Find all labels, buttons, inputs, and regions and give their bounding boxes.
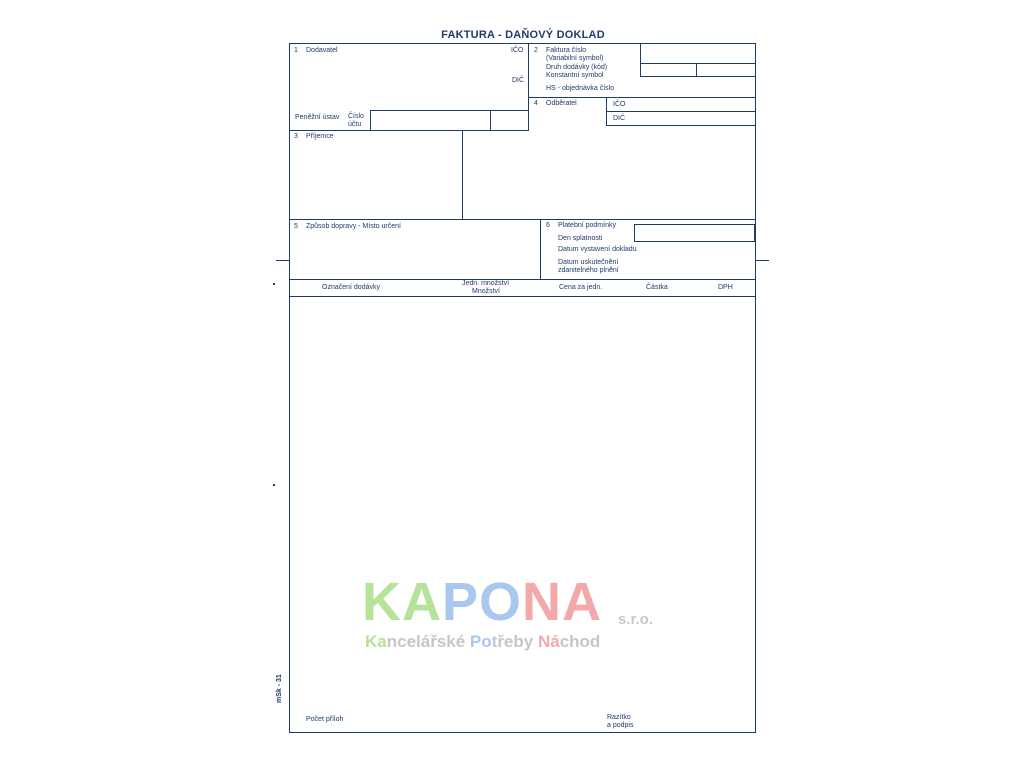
col-unit-price: Cena za jedn.	[559, 284, 603, 291]
s5-s6-divider	[540, 219, 541, 279]
wm-tag-part: Ka	[365, 632, 387, 651]
wm-letter: O	[479, 572, 523, 632]
watermark-logo	[362, 572, 602, 632]
s1-account-label-2: účtu	[348, 121, 362, 128]
s6-taxable-date-1: Datum uskutečnění	[558, 259, 619, 266]
wm-letter: K	[362, 572, 402, 632]
s5-top-line	[289, 219, 756, 220]
watermark-sro: s.r.o.	[618, 611, 654, 628]
wm-letter: P	[442, 572, 480, 632]
delivery-code-field[interactable]	[640, 63, 697, 77]
table-header-top	[289, 279, 756, 280]
s4-dic-field[interactable]	[606, 111, 756, 126]
wm-letter: A	[562, 572, 603, 632]
wm-letter: A	[402, 572, 442, 632]
s4-dic-label: DIČ	[613, 115, 626, 122]
wm-tag-part: třeby	[491, 632, 538, 651]
bank-code-field[interactable]	[490, 110, 529, 131]
wm-tag-part: ncelářské	[386, 632, 470, 651]
stamp-label-2: a podpis	[607, 722, 634, 729]
s2-invoice-no: Faktura číslo	[546, 47, 587, 54]
right-fold-mark	[756, 260, 769, 261]
col-unit-qty-1: Jedn. množství	[462, 280, 510, 287]
wm-tag-part: chod	[559, 632, 601, 651]
s3-label: Příjemce	[306, 133, 334, 140]
account-number-field[interactable]	[370, 110, 491, 131]
wm-tag-part: Ná	[537, 632, 560, 651]
punch-mark-middle	[273, 484, 275, 486]
form-code: mSk - 31	[276, 674, 283, 703]
items-area[interactable]	[290, 297, 755, 717]
s5-number: 5	[294, 223, 298, 230]
wm-letter: N	[522, 572, 563, 632]
s4-ico-label: IČO	[613, 101, 626, 108]
s2-delivery-type: Druh dodávky (kód)	[546, 64, 608, 71]
s6-number: 6	[546, 222, 550, 229]
s2-variable-symbol: (Variabilní symbol)	[546, 55, 604, 62]
s6-due-date: Den splatnosti	[558, 235, 603, 242]
s2-number: 2	[534, 47, 538, 54]
punch-mark-top	[273, 283, 275, 285]
payment-terms-field[interactable]	[634, 224, 755, 242]
s3-number: 3	[294, 133, 298, 140]
s3-top-line	[289, 130, 529, 131]
s1-ico-label: IČO	[511, 47, 524, 54]
constant-symbol-field[interactable]	[696, 63, 756, 77]
s6-label: Platební podmínky	[558, 222, 616, 229]
stamp-label-1: Razítko	[607, 714, 631, 721]
s4-number: 4	[534, 100, 538, 107]
s4-ico-field[interactable]	[606, 97, 756, 112]
col-vat: DPH	[718, 284, 733, 291]
watermark-tagline	[365, 632, 600, 652]
s2-constant-symbol: Konstantní symbol	[546, 72, 604, 79]
s2-order-no: HS - objednávka číslo	[546, 85, 615, 92]
s1-label: Dodavatel	[306, 47, 338, 54]
col-unit-qty-2: Množství	[472, 288, 501, 295]
document-title: FAKTURA - DAŇOVÝ DOKLAD	[441, 29, 605, 41]
s5-label: Způsob dopravy - Místo určení	[306, 223, 401, 230]
s6-taxable-date-2: zdanitelného plnění	[558, 267, 619, 274]
invoice-number-field[interactable]	[640, 43, 756, 64]
col-item: Označení dodávky	[322, 284, 380, 291]
left-fold-mark	[276, 260, 289, 261]
s3-s4-divider	[462, 130, 463, 219]
frame-bottom	[289, 732, 756, 733]
col-amount: Částka	[646, 284, 668, 291]
attachments-label: Počet příloh	[306, 716, 344, 723]
s1-dic-label: DIČ	[512, 77, 525, 84]
s1-number: 1	[294, 47, 298, 54]
s6-issue-date: Datum vystavení dokladu	[558, 246, 637, 253]
s1-account-label-1: Číslo	[348, 113, 364, 120]
frame-right	[755, 43, 756, 733]
s1-bank-label: Peněžní ústav	[295, 114, 340, 121]
s4-label: Odběratel	[546, 100, 577, 107]
wm-tag-part: Po	[469, 632, 492, 651]
